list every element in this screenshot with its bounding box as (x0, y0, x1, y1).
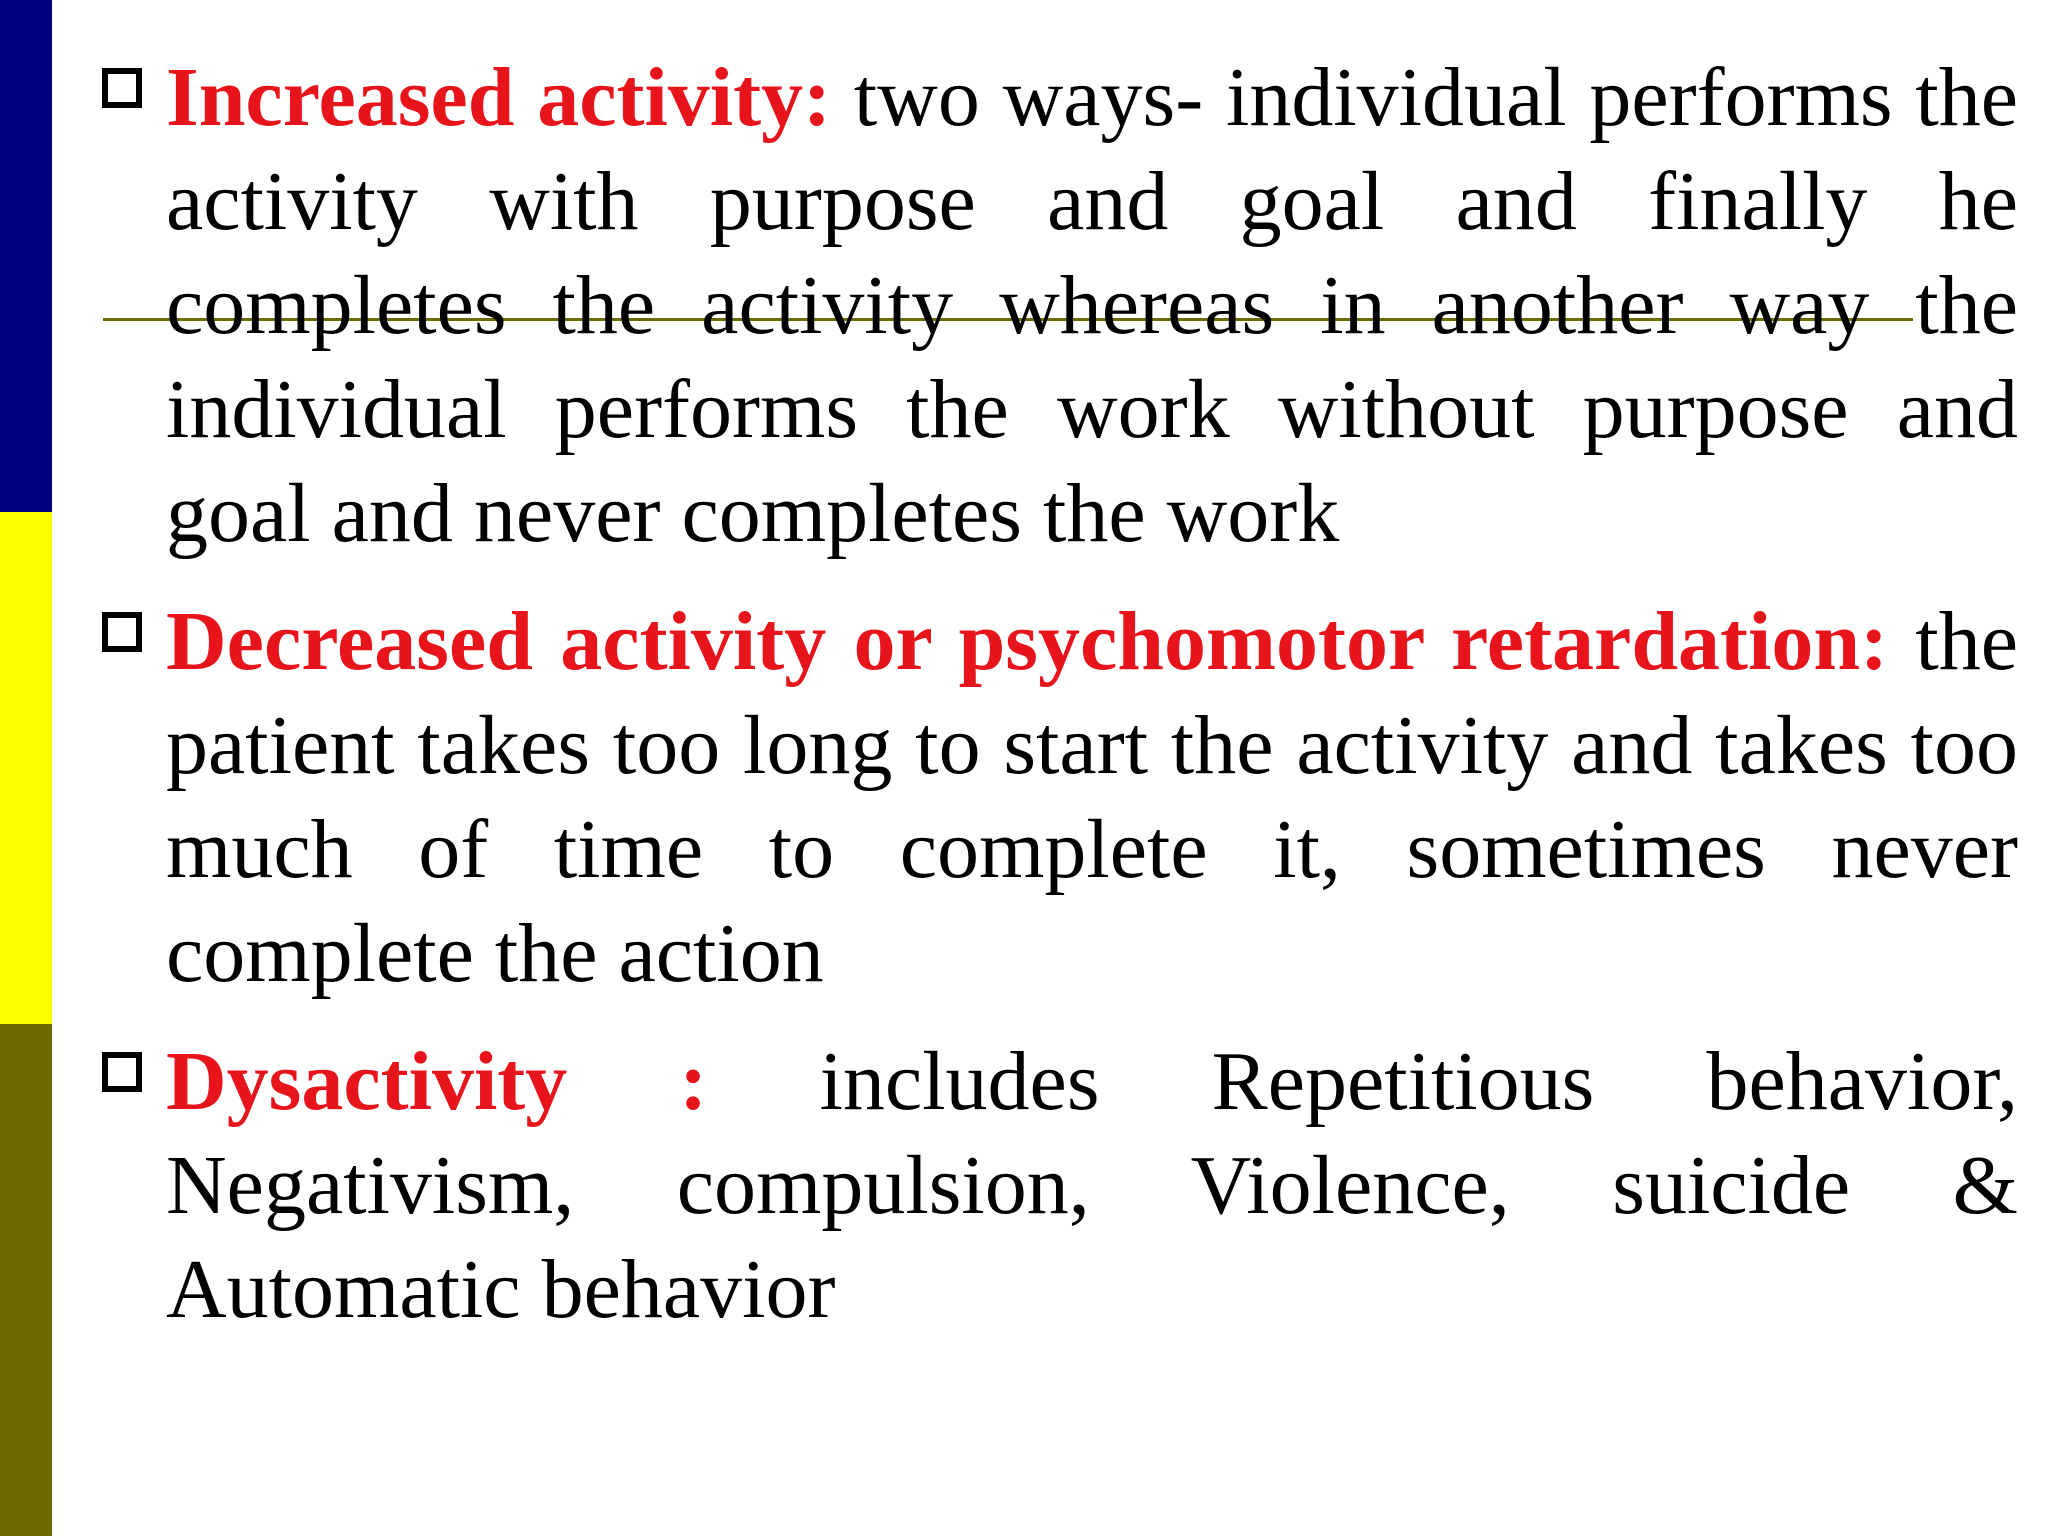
bullet-dysactivity (100, 1030, 2018, 1342)
hollow-square-icon (102, 68, 142, 108)
bullet-text: includes Repetitious behavior, Negativism, compulsion, Violence, suicide & Automatic behavior (166, 1035, 2018, 1336)
bullet-increased-activity (100, 46, 2018, 566)
hollow-square-icon (102, 1052, 142, 1092)
bullet-term: Dysactivity : (166, 1035, 708, 1128)
left-stripe-yellow (0, 512, 52, 1024)
bullet-list (100, 46, 2018, 1366)
bullet-term: Increased activity: (166, 51, 832, 144)
left-stripe-olive (0, 1024, 52, 1536)
hollow-square-icon (102, 612, 142, 652)
bullet-text: the patient takes too long to start the activity and takes too much of time to complete it, sometimes never complete the action (166, 595, 2019, 1000)
bullet-term: Decreased activity or psychomotor retardation: (166, 595, 1889, 688)
bullet-text: two ways- individual performs the activity with purpose and goal and finally he completes the activity whereas in another way the individual performs the work without purpose and goal and never completes the work (166, 51, 2018, 560)
bullet-decreased-activity (100, 590, 2018, 1006)
left-stripe-blue (0, 0, 52, 512)
